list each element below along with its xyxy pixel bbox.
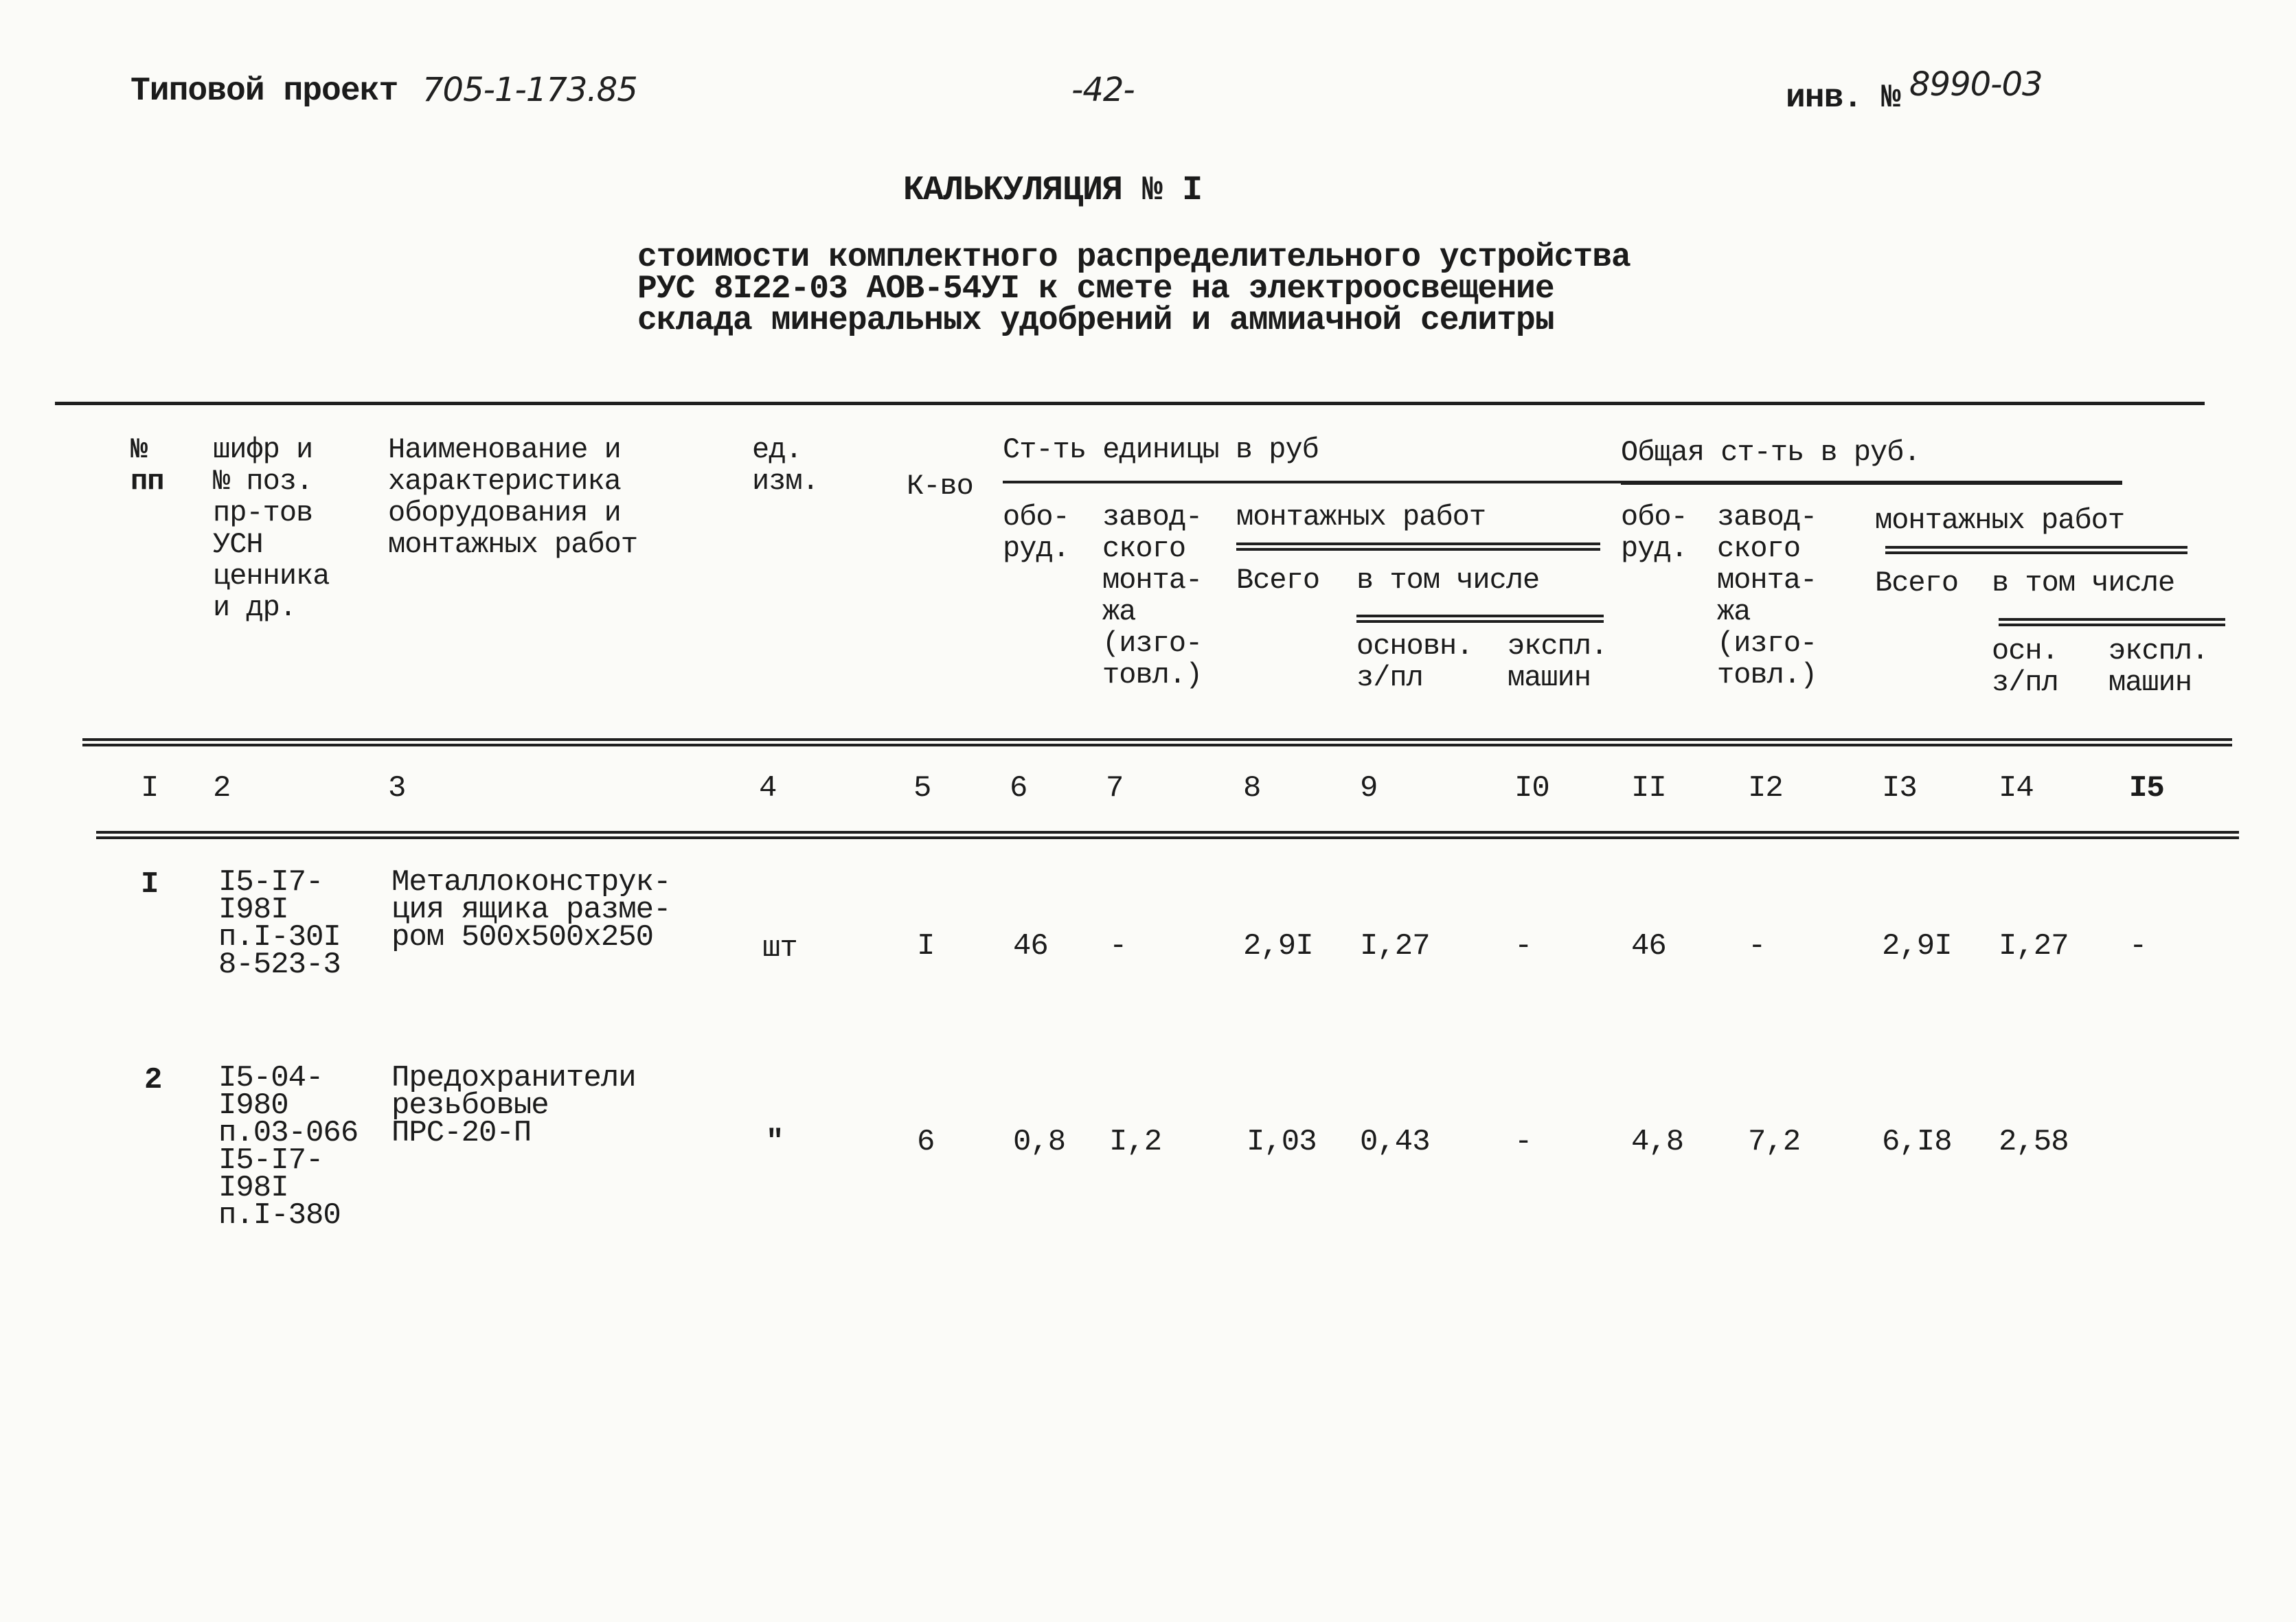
header-bottom-rule [82,738,2232,746]
header-including: в том числе [1356,564,1540,597]
row-basic-wage: I,27 [1360,929,1430,963]
row-basic-wage-total: I,27 [1999,929,2069,963]
row-equipment: 46 [1013,929,1048,963]
table-top-rule [55,402,2205,405]
header-factory-assembly-total: завод- ского монта- жа (изго- товл.) [1717,501,1817,692]
col-number-12: I2 [1748,771,1783,806]
total-group-rule [1621,482,2122,485]
col-number-1: I [141,771,159,806]
header-machines-2: экспл. машин [2109,635,2209,699]
row-quantity: 6 [917,1125,935,1159]
row-equipment-total: 46 [1631,929,1666,963]
header-including-2: в том числе [1992,567,2175,599]
install-group-rule-2 [1885,546,2187,554]
row-machines-total: - [2129,929,2147,963]
header-machines: экспл. машин [1508,630,1608,694]
row-basic-wage-total: 2,58 [1999,1125,2069,1159]
row-install-total-sum: 6,I8 [1882,1125,1952,1159]
col-number-3: 3 [388,771,406,806]
document-heading: КАЛЬКУЛЯЦИЯ № I [903,171,1203,210]
row-number: I [141,867,159,902]
col-number-4: 4 [759,771,777,806]
header-name: Наименование и характеристика оборудования и монтажных работ [388,433,638,561]
project-label: Типовой проект [130,73,398,110]
row-name: Металлоконструк- ция ящика разме- ром 500х500х250 [391,865,671,955]
row-factory-total: 7,2 [1748,1125,1801,1159]
row-basic-wage: 0,43 [1360,1125,1430,1159]
col-number-13: I3 [1882,771,1917,806]
incl-rule-2 [1999,618,2225,626]
row-equipment-total: 4,8 [1631,1125,1684,1159]
row-machines: - [1514,929,1532,963]
header-basic-wage-2: осн. з/пл [1992,635,2058,699]
col-number-11: II [1631,771,1666,806]
col-number-5: 5 [913,771,931,806]
header-number: № пп [130,433,164,498]
col-number-8: 8 [1243,771,1261,806]
col-number-15: I5 [2129,771,2164,806]
subtitle-line-3: склада минеральных удобрений и аммиачной селитры [637,302,1554,339]
header-install-total: Всего [1236,564,1320,597]
row-code: I5-I7- I98I п.I-30I 8-523-3 [218,865,341,982]
col-number-14: I4 [1999,771,2034,806]
subtitle-line-1: стоимости комплектного распределительного устройства [637,239,1630,276]
header-installation-group: монтажных работ [1236,501,1486,534]
column-numbers-rule [96,831,2239,839]
row-factory: I,2 [1109,1125,1162,1159]
header-equipment: обо- руд. [1003,501,1069,565]
row-factory: - [1109,929,1127,963]
col-number-7: 7 [1106,771,1124,806]
install-group-rule [1236,542,1600,551]
col-number-10: I0 [1514,771,1549,806]
col-number-6: 6 [1010,771,1027,806]
page-number: -42- [1071,71,1135,109]
row-equipment: 0,8 [1013,1125,1066,1159]
row-code: I5-04- I980 п.03-066 I5-I7- I98I п.I-380 [218,1061,359,1233]
row-unit: " [766,1125,784,1159]
inventory-label: инв. № [1786,80,1900,117]
row-quantity: I [917,929,935,963]
col-number-2: 2 [213,771,231,806]
row-install-total-sum: 2,9I [1882,929,1952,963]
header-quantity: К-во [907,470,973,503]
project-code: 705-1-173.85 [422,71,637,109]
row-name: Предохранители резьбовые ПРС-20-П [391,1061,636,1150]
header-unit-cost-group: Ст-ть единицы в руб [1003,433,1319,466]
header-equipment-total: обо- руд. [1621,501,1687,565]
row-unit: шт [762,931,797,966]
col-number-9: 9 [1360,771,1378,806]
header-factory-assembly: завод- ского монта- жа (изго- товл.) [1102,501,1203,692]
header-installation-group-total: монтажных работ [1875,504,2125,537]
row-install-total: 2,9I [1243,929,1313,963]
inventory-number: 8990-03 [1909,65,2043,104]
row-factory-total: - [1748,929,1766,963]
row-machines: - [1514,1125,1532,1159]
row-install-total: I,03 [1247,1125,1317,1159]
row-number: 2 [144,1063,162,1097]
header-total-cost-group: Общая ст-ть в руб. [1621,436,1920,469]
subtitle-line-2: РУС 8I22-03 АОВ-54УI к смете на электроосвещение [637,271,1554,308]
header-unit: ед. изм. [752,433,819,498]
header-basic-wage: основн. з/пл [1356,630,1473,694]
header-code: шифр и № поз. пр-тов УСН ценника и др. [213,433,330,624]
incl-rule [1356,615,1604,623]
header-install-total-2: Всего [1875,567,1959,599]
